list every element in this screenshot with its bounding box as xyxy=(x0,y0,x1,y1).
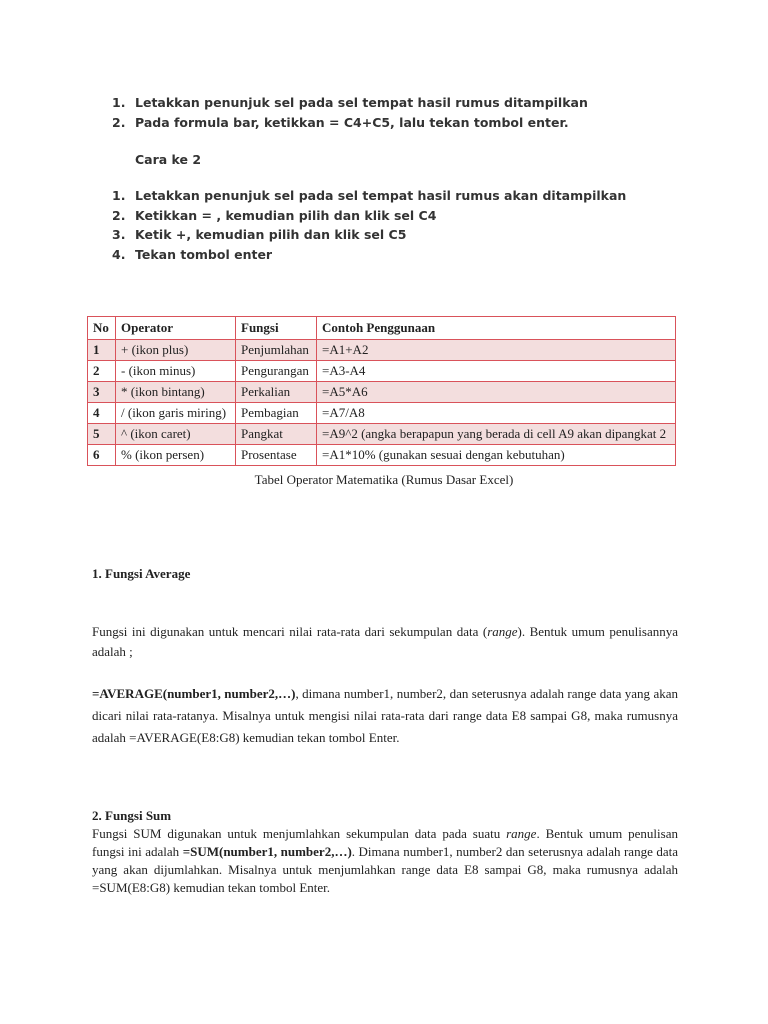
cell-operator: / (ikon garis miring) xyxy=(116,403,236,424)
cell-contoh: =A7/A8 xyxy=(317,403,676,424)
list-item: 2. Pada formula bar, ketikkan = C4+C5, lalu tekan tombol enter. xyxy=(112,114,569,130)
cell-operator: + (ikon plus) xyxy=(116,340,236,361)
cell-fungsi: Prosentase xyxy=(236,445,317,466)
steps-cara-1-list xyxy=(112,93,588,132)
list-item: 1. Letakkan penunjuk sel pada sel tempat hasil rumus ditampilkan xyxy=(112,95,588,110)
cell-fungsi: Penjumlahan xyxy=(236,340,317,361)
cell-no: 5 xyxy=(88,424,116,445)
sum-formula: =SUM(number1, number2,…) xyxy=(182,844,352,859)
list-item: 2. Ketikkan = , kemudian pilih dan klik sel C4 xyxy=(112,207,437,223)
list-item: 1. Letakkan penunjuk sel pada sel tempat hasil rumus akan ditampilkan xyxy=(112,188,627,203)
table-row xyxy=(88,403,676,424)
cell-fungsi: Perkalian xyxy=(236,382,317,403)
column-header-fungsi: Fungsi xyxy=(236,317,317,340)
column-header-contoh: Contoh Penggunaan xyxy=(317,317,676,340)
cell-contoh: =A1*10% (gunakan sesuai dengan kebutuhan) xyxy=(317,445,676,466)
list-item: 3. Ketik +, kemudian pilih dan klik sel C5 xyxy=(112,227,407,242)
cell-contoh: =A9^2 (angka berapapun yang berada di cell A9 akan dipangkat 2 xyxy=(317,424,676,445)
list-item: 4. Tekan tombol enter xyxy=(112,246,273,262)
cell-operator: % (ikon persen) xyxy=(116,445,236,466)
table-row xyxy=(88,445,676,466)
table-caption: Tabel Operator Matematika (Rumus Dasar Excel) xyxy=(254,472,514,487)
cell-contoh: =A3-A4 xyxy=(317,361,676,382)
cell-no: 1 xyxy=(88,340,116,361)
operator-table xyxy=(87,316,676,466)
cara-2-heading: Cara ke 2 xyxy=(135,152,202,167)
cell-contoh: =A5*A6 xyxy=(317,382,676,403)
cell-no: 6 xyxy=(88,445,116,466)
table-row xyxy=(88,424,676,445)
cell-no: 2 xyxy=(88,361,116,382)
column-header-no: No xyxy=(88,317,116,340)
cell-fungsi: Pangkat xyxy=(236,424,317,445)
sum-description: Fungsi SUM digunakan untuk menjumlahkan sekumpulan data pada suatu range. Bentuk umum penulisan fungsi ini adalah =SUM(number1, number2,…). Dimana number1, number2 dan seterusnya adalah range data yang akan dijumlahkan. Misalnya untuk menjumlahkan range data E8 sampai G8, maka rumusnya adalah =SUM(E8:G8) kemudian tekan tombol Enter. xyxy=(92,826,679,895)
cell-no: 4 xyxy=(88,403,116,424)
section-title-sum: 2. Fungsi Sum xyxy=(92,808,172,823)
table-row xyxy=(88,382,676,403)
cell-fungsi: Pengurangan xyxy=(236,361,317,382)
table-row xyxy=(88,361,676,382)
average-syntax-paragraph: =AVERAGE(number1, number2,…), dimana number1, number2, dan seterusnya adalah range data yang akan dicari nilai rata-ratanya. Misalnya untuk mengisi nilai rata-rata dari range data E8 sampai G8, maka rumusnya adalah =AVERAGE(E8:G8) kemudian tekan tombol Enter. xyxy=(92,686,679,745)
cell-operator: * (ikon bintang) xyxy=(116,382,236,403)
table-header-row xyxy=(88,317,676,340)
section-title-average: 1. Fungsi Average xyxy=(92,566,191,581)
column-header-operator: Operator xyxy=(116,317,236,340)
cell-contoh: =A1+A2 xyxy=(317,340,676,361)
cell-operator: ^ (ikon caret) xyxy=(116,424,236,445)
cell-operator: - (ikon minus) xyxy=(116,361,236,382)
table-row xyxy=(88,340,676,361)
steps-cara-2-list xyxy=(112,186,626,264)
cell-no: 3 xyxy=(88,382,116,403)
average-description: Fungsi ini digunakan untuk mencari nilai rata-rata dari sekumpulan data (range). Bentuk umum penulisannya adalah ; xyxy=(92,624,678,659)
average-formula: =AVERAGE(number1, number2,…) xyxy=(92,686,296,701)
cell-fungsi: Pembagian xyxy=(236,403,317,424)
